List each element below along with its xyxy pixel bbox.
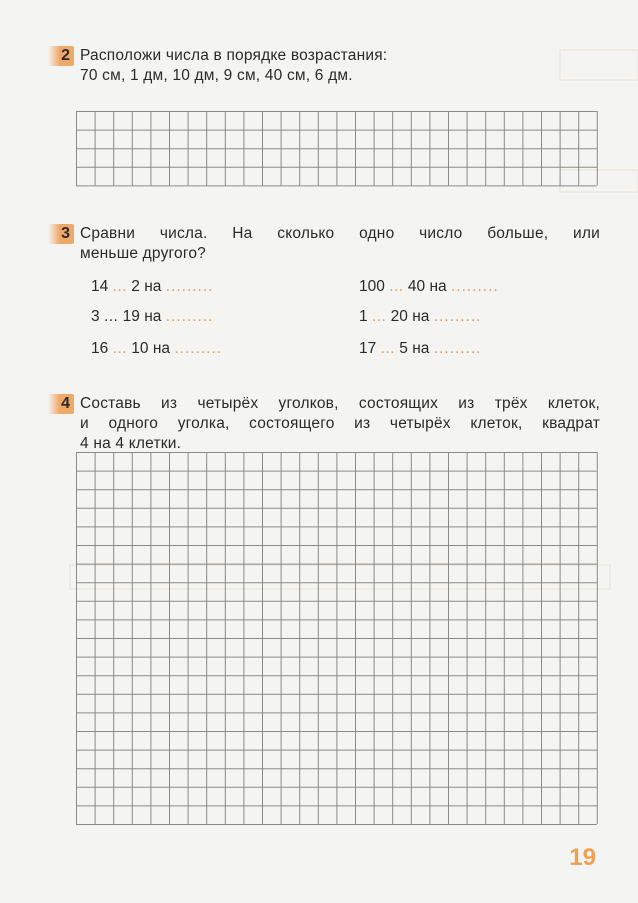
- comparison-item: 3 ... 19 на .........: [91, 308, 214, 325]
- task-4-number-badge: [48, 394, 74, 414]
- task-2-answer-grid[interactable]: [76, 111, 600, 187]
- task-2-line-2: 70 см, 1 дм, 10 дм, 9 см, 40 см, 6 дм.: [80, 67, 353, 84]
- task-4-line-2: и одного уголка, состоящего из четырёх клеток, квадрат: [80, 415, 600, 432]
- task-2-number: 2: [61, 47, 70, 64]
- task-2-number-badge: [48, 46, 74, 66]
- task-3-line-2: меньше другого?: [80, 245, 207, 262]
- answer-blank[interactable]: .........: [433, 340, 482, 357]
- task-3-line-1: Сравни числа. На сколько одно число больше, или: [80, 225, 600, 242]
- answer-blank[interactable]: .........: [450, 278, 499, 295]
- answer-blank[interactable]: .........: [165, 308, 214, 325]
- task-3-number: 3: [61, 225, 70, 242]
- task-2-text: [80, 46, 600, 86]
- comparison-item: 14 ... 2 на .........: [91, 278, 214, 295]
- task-3-number-badge: [48, 224, 74, 244]
- comparison-item: 100 ... 40 на .........: [359, 278, 499, 295]
- task-4-number: 4: [61, 395, 70, 412]
- answer-blank[interactable]: .........: [433, 308, 482, 325]
- comparison-item: 16 ... 10 на .........: [91, 340, 223, 357]
- task-3-text: [80, 224, 600, 264]
- comparison-item: 1 ... 20 на .........: [359, 308, 482, 325]
- task-4-text: [80, 394, 600, 454]
- task-4-answer-grid[interactable]: [76, 452, 600, 830]
- answer-blank[interactable]: .........: [165, 278, 214, 295]
- page-number: 19: [569, 844, 596, 871]
- comparison-item: 17 ... 5 на .........: [359, 340, 482, 357]
- task-4-line-3: 4 на 4 клетки.: [80, 435, 182, 452]
- task-4-line-1: Составь из четырёх уголков, состоящих из трёх клеток,: [80, 395, 600, 412]
- task-2-line-1: Расположи числа в порядке возрастания:: [80, 47, 388, 64]
- answer-blank[interactable]: .........: [174, 340, 223, 357]
